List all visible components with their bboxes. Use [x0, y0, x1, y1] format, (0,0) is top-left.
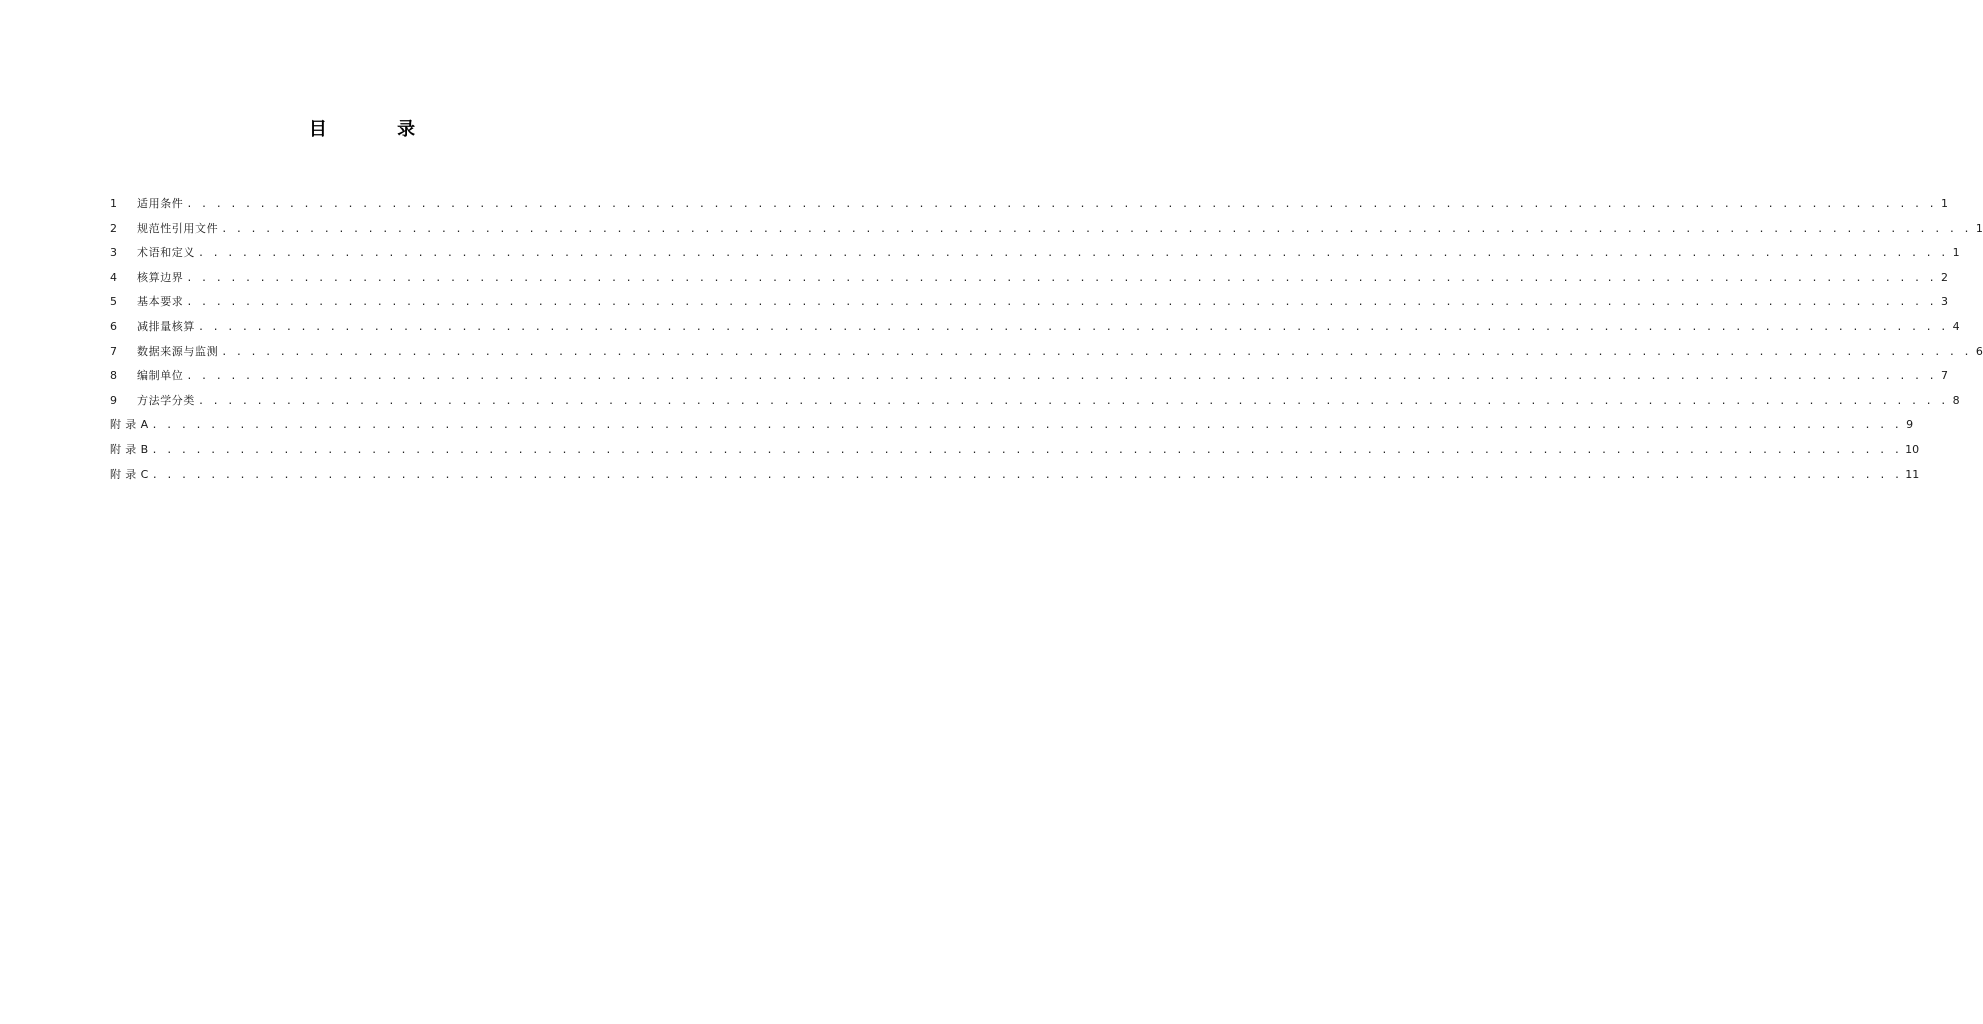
toc-entry-label: 数据来源与监测 — [137, 344, 219, 358]
toc-entry-number: 7 — [110, 344, 117, 358]
toc-entry-number: 2 — [110, 221, 117, 235]
toc-entry[interactable] — [110, 266, 1949, 291]
toc-entry[interactable] — [110, 290, 1949, 315]
toc-entry-appendix[interactable] — [110, 413, 1914, 438]
toc-entry-label: 规范性引用文件 — [137, 221, 219, 235]
toc-entry-page: 2 — [1941, 270, 1949, 284]
toc-entry-label: 适用条件 — [137, 197, 184, 210]
dot-leader: . . . . . . . . . . . . . . . . . . . . . . . . . . . . . . . . . . . . . . . . . . . . . . . . . . . . . . . . . . . . . . . . . . . . . . . . . . . . . . . . . . . . . . . . . . . . . . . . . . . . . . . . . . . . . . . . . . . . . . . . — [198, 321, 1948, 333]
dot-leader: . . . . . . . . . . . . . . . . . . . . . . . . . . . . . . . . . . . . . . . . . . . . . . . . . . . . . . . . . . . . . . . . . . . . . . . . . . . . . . . . . . . . . . . . . . . . . . . . . . . . . . . . . . . . . . . . . . . . . . . . — [221, 346, 1971, 358]
dot-leader: . . . . . . . . . . . . . . . . . . . . . . . . . . . . . . . . . . . . . . . . . . . . . . . . . . . . . . . . . . . . . . . . . . . . . . . . . . . . . . . . . . . . . . . . . . . . . . . . . . . . . . . . . . . . . . . . . . . . . . . . — [186, 371, 1937, 383]
dot-leader: . . . . . . . . . . . . . . . . . . . . . . . . . . . . . . . . . . . . . . . . . . . . . . . . . . . . . . . . . . . . . . . . . . . . . . . . . . . . . . . . . . . . . . . . . . . . . . . . . . . . . . . . . . . . . . . . . . . . . . . . — [198, 248, 1948, 260]
toc-entry-page: 1 — [1952, 246, 1960, 260]
toc-entry-page: 9 — [1906, 418, 1914, 432]
dot-leader: . . . . . . . . . . . . . . . . . . . . . . . . . . . . . . . . . . . . . . . . . . . . . . . . . . . . . . . . . . . . . . . . . . . . . . . . . . . . . . . . . . . . . . . . . . . . . . . . . . . . . . . . . . . . . . . . . . . . . . . . — [221, 223, 1971, 235]
toc-entry-page: 11 — [1905, 467, 1920, 481]
toc-entry-page: 6 — [1975, 344, 1983, 358]
toc-entry-label: 方法学分类 — [137, 393, 195, 407]
dot-leader: . . . . . . . . . . . . . . . . . . . . . . . . . . . . . . . . . . . . . . . . . . . . . . . . . . . . . . . . . . . . . . . . . . . . . . . . . . . . . . . . . . . . . . . . . . . . . . . . . . . . . . . . . . . . . . . . . . . . . . . . — [151, 420, 1902, 432]
toc-entry-page: 1 — [1975, 221, 1983, 235]
toc-entry-page: 1 — [1941, 197, 1949, 210]
toc-entry[interactable] — [110, 389, 1960, 414]
table-of-contents — [110, 192, 1983, 487]
toc-entry[interactable] — [110, 315, 1960, 340]
toc-entry[interactable] — [110, 364, 1949, 389]
toc-entry-page: 4 — [1952, 319, 1960, 333]
dot-leader: . . . . . . . . . . . . . . . . . . . . . . . . . . . . . . . . . . . . . . . . . . . . . . . . . . . . . . . . . . . . . . . . . . . . . . . . . . . . . . . . . . . . . . . . . . . . . . . . . . . . . . . . . . . . . . . . . . . . . . . . — [151, 444, 1902, 456]
toc-title: 目 录 — [308, 119, 448, 140]
toc-entry-appendix[interactable] — [110, 463, 1920, 488]
toc-entry-label: 术语和定义 — [137, 246, 195, 260]
toc-entry-page: 8 — [1952, 393, 1960, 407]
toc-entry-page: 3 — [1941, 295, 1949, 309]
toc-entry[interactable] — [110, 340, 1983, 365]
toc-entry-number: 6 — [110, 319, 117, 333]
toc-entry-number: 8 — [110, 369, 117, 383]
toc-entry[interactable] — [110, 192, 1949, 217]
dot-leader: . . . . . . . . . . . . . . . . . . . . . . . . . . . . . . . . . . . . . . . . . . . . . . . . . . . . . . . . . . . . . . . . . . . . . . . . . . . . . . . . . . . . . . . . . . . . . . . . . . . . . . . . . . . . . . . . . . . . . . . . — [186, 297, 1937, 309]
toc-entry-label: 核算边界 — [137, 270, 184, 284]
toc-entry-number: 5 — [110, 295, 117, 309]
toc-entry-number: 1 — [110, 197, 117, 210]
dot-leader: . . . . . . . . . . . . . . . . . . . . . . . . . . . . . . . . . . . . . . . . . . . . . . . . . . . . . . . . . . . . . . . . . . . . . . . . . . . . . . . . . . . . . . . . . . . . . . . . . . . . . . . . . . . . . . . . . . . . . . . . — [198, 395, 1948, 407]
dot-leader: . . . . . . . . . . . . . . . . . . . . . . . . . . . . . . . . . . . . . . . . . . . . . . . . . . . . . . . . . . . . . . . . . . . . . . . . . . . . . . . . . . . . . . . . . . . . . . . . . . . . . . . . . . . . . . . . . . . . . . . . — [186, 199, 1937, 210]
toc-entry[interactable] — [110, 241, 1960, 266]
toc-entry-label: 基本要求 — [137, 295, 184, 309]
dot-leader: . . . . . . . . . . . . . . . . . . . . . . . . . . . . . . . . . . . . . . . . . . . . . . . . . . . . . . . . . . . . . . . . . . . . . . . . . . . . . . . . . . . . . . . . . . . . . . . . . . . . . . . . . . . . . . . . . . . . . . . . — [186, 272, 1937, 284]
toc-entry-page: 7 — [1941, 369, 1949, 383]
toc-entry-number: 9 — [110, 393, 117, 407]
toc-entry-page: 10 — [1905, 442, 1920, 456]
toc-entry-appendix[interactable] — [110, 438, 1920, 463]
toc-entry-number: 3 — [110, 246, 117, 260]
toc-entry-label: 编制单位 — [137, 369, 184, 383]
toc-entry-label: 减排量核算 — [137, 319, 195, 333]
toc-entry-number: 4 — [110, 270, 117, 284]
dot-leader: . . . . . . . . . . . . . . . . . . . . . . . . . . . . . . . . . . . . . . . . . . . . . . . . . . . . . . . . . . . . . . . . . . . . . . . . . . . . . . . . . . . . . . . . . . . . . . . . . . . . . . . . . . . . . . . . . . . . . . . . — [151, 469, 1902, 481]
toc-entry[interactable] — [110, 217, 1983, 242]
toc-entry-label: 附 录 C — [110, 467, 149, 481]
toc-entry-label: 附 录 A — [110, 418, 149, 432]
toc-entry-label: 附 录 B — [110, 442, 149, 456]
